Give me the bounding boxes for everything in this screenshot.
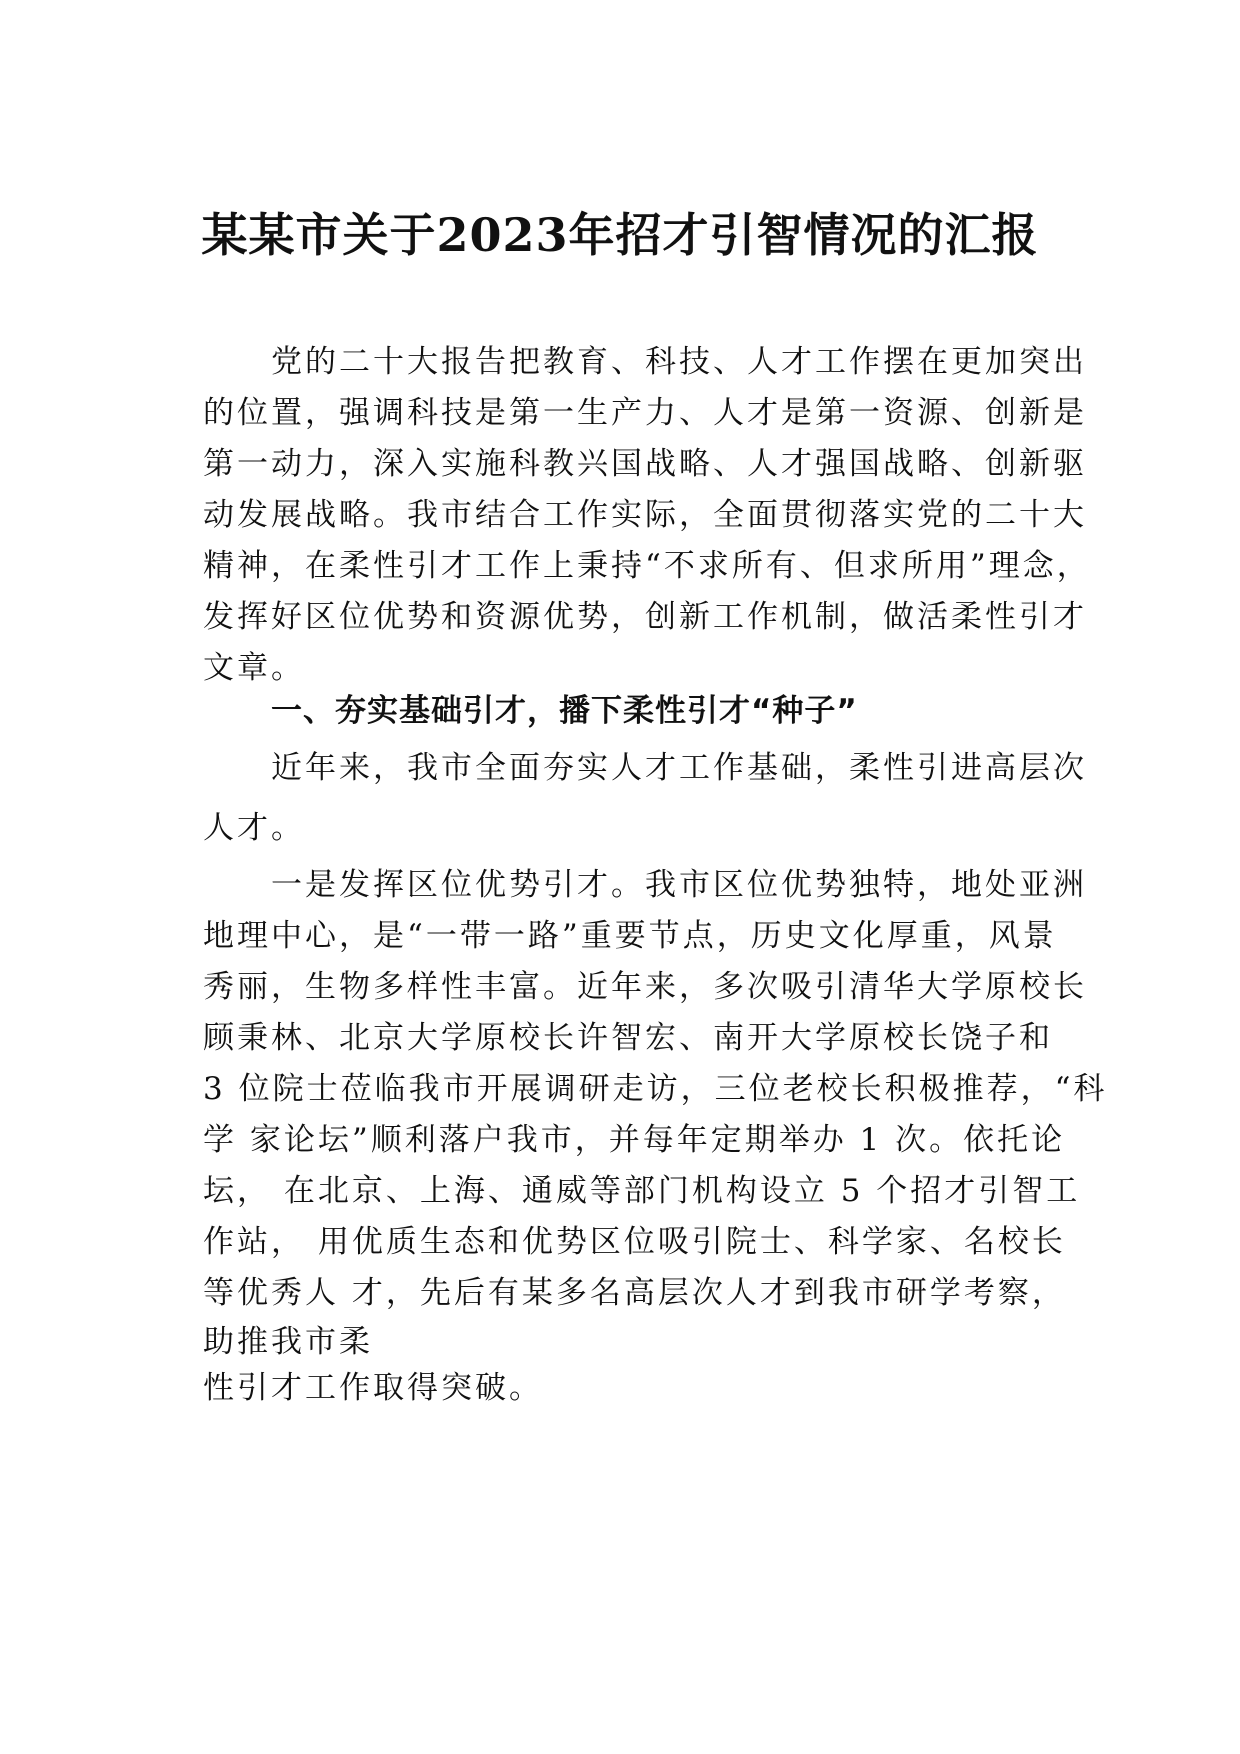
text-line: 秀丽，生物多样性丰富。近年来，多次吸引清华大学原校长 [203, 969, 1087, 1005]
text-line: 坛， 在北京、上海、通威等部门机构设立 5 个招才引智工 [203, 1173, 1081, 1209]
text-line: 文章。 [203, 650, 305, 686]
intro-paragraph [203, 337, 1091, 694]
text-line: 党的二十大报告把教育、科技、人才工作摆在更加突出 [271, 344, 1087, 380]
text-line: 近年来，我市全面夯实人才工作基础，柔性引进高层次 [271, 750, 1087, 786]
location-advantage-paragraph [203, 860, 1108, 1411]
text-line: 助推我市柔 [203, 1324, 373, 1360]
text-line: 地理中心，是“一带一路”重要节点，历史文化厚重，风景 [203, 918, 1057, 954]
text-line: 作站， 用优质生态和优势区位吸引院士、科学家、名校长 [203, 1224, 1066, 1260]
text-line: 顾秉林、北京大学原校长许智宏、南开大学原校长饶子和 [203, 1020, 1053, 1056]
text-line: 学 家论坛”顺利落户我市，并每年定期举办 1 次。依托论 [203, 1122, 1066, 1158]
section-heading: 一、夯实基础引才，播下柔性引才“种子” [271, 693, 858, 729]
text-line: 精神，在柔性引才工作上秉持“不求所有、但求所用”理念， [203, 548, 1091, 584]
text-line: 的位置，强调科技是第一生产力、人才是第一资源、创新是 [203, 395, 1087, 431]
text-line: 第一动力，深入实施科教兴国战略、人才强国战略、创新驱 [203, 446, 1087, 482]
text-line: 一是发挥区位优势引才。我市区位优势独特，地处亚洲 [271, 867, 1087, 903]
text-line: 3 位院士莅临我市开展调研走访，三位老校长积极推荐，“科 [203, 1071, 1108, 1107]
text-line: 等优秀人 才，先后有某多名高层次人才到我市研学考察， [203, 1275, 1066, 1311]
text-line: 人才。 [203, 810, 305, 846]
text-line: 发挥好区位优势和资源优势，创新工作机制，做活柔性引才 [203, 599, 1087, 635]
document-title: 某某市关于2023年招才引智情况的汇报 [201, 208, 1039, 262]
text-line: 性引才工作取得突破。 [203, 1370, 543, 1406]
text-line: 动发展战略。我市结合工作实际，全面贯彻落实党的二十大 [203, 497, 1087, 533]
section-intro-paragraph [203, 738, 1087, 858]
